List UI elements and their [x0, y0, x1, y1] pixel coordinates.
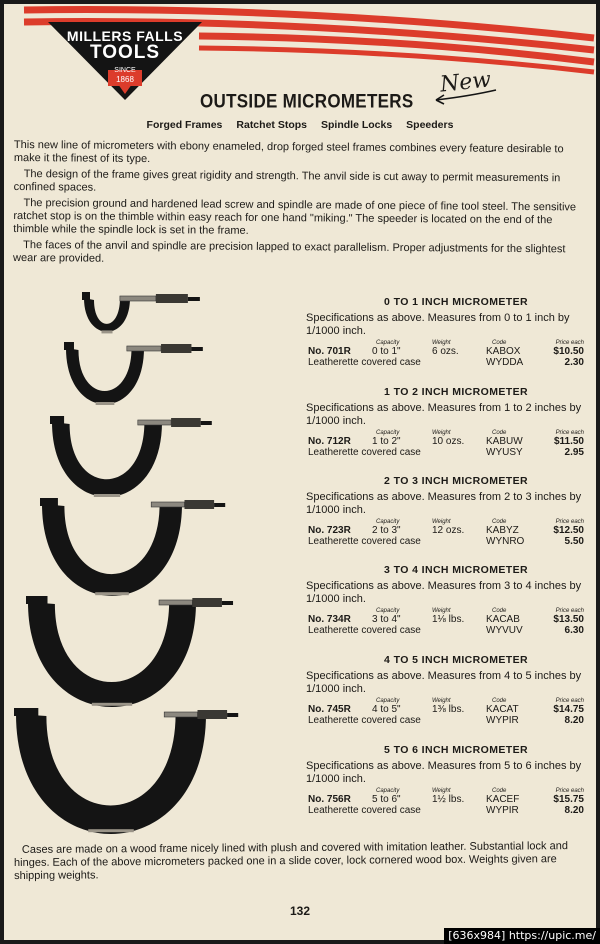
weight-header: Weight — [432, 430, 451, 436]
product-heading: 1 TO 2 INCH MICROMETER — [384, 386, 528, 398]
logo-year: 1868 — [116, 75, 134, 84]
price-header: Price each — [555, 788, 584, 794]
code-value: KACAB — [486, 614, 520, 625]
micrometer-image — [26, 596, 233, 707]
capacity-value: 1 to 2" — [372, 436, 401, 447]
code-header: Code — [492, 430, 507, 436]
code-header: Code — [492, 698, 507, 704]
capacity-value: 3 to 4" — [372, 614, 401, 625]
code-header: Code — [492, 788, 507, 794]
model-number: No. 745R — [308, 704, 351, 715]
code-value: KABYZ — [486, 525, 519, 536]
micrometer-illustrations — [4, 284, 304, 844]
case-label: Leatherette covered case — [308, 357, 421, 368]
logo-since: SINCE — [114, 67, 136, 74]
capacity-header: Capacity — [376, 788, 400, 794]
case-code: WYUSY — [486, 447, 523, 458]
weight-value: 1⅛ lbs. — [432, 614, 465, 625]
product-block — [306, 475, 586, 551]
model-number: No. 712R — [308, 436, 351, 447]
micrometer-image — [40, 498, 225, 596]
product-description: Specifications as above. Measures from 2 to 3 inches by 1/1000 inch. — [306, 491, 582, 516]
product-heading: 4 TO 5 INCH MICROMETER — [384, 654, 528, 666]
price-header: Price each — [555, 519, 584, 525]
product-description: Specifications as above. Measures from 1 to 2 inches by 1/1000 inch. — [306, 402, 582, 427]
feature-item: Ratchet Stops — [236, 119, 307, 131]
weight-value: 6 ozs. — [432, 346, 459, 357]
case-price: 5.50 — [564, 536, 584, 547]
weight-header: Weight — [432, 519, 451, 525]
weight-header: Weight — [432, 340, 451, 346]
price-header: Price each — [555, 340, 584, 346]
weight-value: 1½ lbs. — [432, 794, 465, 805]
product-table — [306, 340, 586, 372]
code-header: Code — [492, 608, 507, 614]
price-value: $11.50 — [553, 436, 584, 447]
product-description: Specifications as above. Measures from 5 to 6 inches by 1/1000 inch. — [306, 760, 582, 785]
footer-text — [14, 840, 584, 883]
product-table — [306, 788, 586, 820]
intro-paragraph: This new line of micrometers with ebony enameled, drop forged steel frames combines every feature desirable to make it the finest of its type. — [13, 139, 564, 166]
model-number: No. 723R — [308, 525, 351, 536]
product-block — [306, 744, 586, 820]
feature-item: Speeders — [406, 119, 454, 131]
price-value: $15.75 — [553, 794, 584, 805]
page-number: 132 — [289, 904, 311, 918]
micrometer-image — [50, 416, 212, 497]
capacity-header: Capacity — [376, 608, 400, 614]
intro-paragraph: The faces of the anvil and spindle are precision lapped to exact parallelism. Proper adjustments for the slightest wear are provided. — [13, 239, 566, 265]
price-value: $13.50 — [553, 614, 584, 625]
product-block — [306, 654, 586, 730]
capacity-header: Capacity — [376, 340, 400, 346]
product-table — [306, 698, 586, 730]
capacity-value: 0 to 1" — [372, 346, 401, 357]
model-number: No. 756R — [308, 794, 351, 805]
capacity-header: Capacity — [376, 519, 400, 525]
code-value: KACAT — [486, 704, 519, 715]
feature-list — [4, 119, 596, 131]
capacity-header: Capacity — [376, 698, 400, 704]
case-code: WYDDA — [486, 357, 524, 368]
case-price: 8.20 — [564, 715, 584, 726]
product-heading: 5 TO 6 INCH MICROMETER — [384, 744, 528, 756]
weight-header: Weight — [432, 788, 451, 794]
price-header: Price each — [555, 698, 584, 704]
feature-item: Forged Frames — [146, 119, 223, 131]
code-value: KABOX — [486, 346, 521, 357]
micrometer-image — [64, 342, 203, 405]
price-value: $14.75 — [553, 704, 584, 715]
weight-value: 1⅜ lbs. — [432, 704, 465, 715]
case-price: 2.95 — [564, 447, 584, 458]
case-label: Leatherette covered case — [308, 625, 421, 636]
product-table — [306, 430, 586, 462]
logo-line-2: TOOLS — [89, 42, 161, 63]
case-label: Leatherette covered case — [308, 447, 421, 458]
capacity-value: 5 to 6" — [372, 794, 401, 805]
capacity-value: 4 to 5" — [372, 704, 401, 715]
case-price: 8.20 — [564, 805, 584, 816]
case-code: WYNRO — [486, 536, 525, 547]
millers-falls-logo — [46, 18, 204, 102]
case-price: 6.30 — [564, 625, 584, 636]
watermark: [636x984] https://upic.me/ — [444, 928, 600, 944]
model-number: No. 734R — [308, 614, 351, 625]
capacity-header: Capacity — [376, 430, 400, 436]
product-description: Specifications as above. Measures from 3 to 4 inches by 1/1000 inch. — [306, 580, 582, 605]
price-header: Price each — [555, 430, 584, 436]
intro-paragraph: The design of the frame gives great rigidity and strength. The anvil side is cut away to permit measurements in confined spaces. — [13, 168, 561, 194]
page-title: OUTSIDE MICROMETERS — [200, 90, 414, 112]
weight-header: Weight — [432, 698, 451, 704]
case-price: 2.30 — [564, 357, 584, 368]
product-description: Specifications as above. Measures from 4 to 5 inches by 1/1000 inch. — [306, 670, 582, 695]
footer-paragraph: Cases are made on a wood frame nicely lined with plush and covered with imitation leather. Substantial lock and hinges. Each of the above micrometers packed one in a slide cover, lock cornered wood box. Weights given are shipping weights. — [13, 840, 568, 882]
intro-paragraph: The precision ground and hardened lead screw and spindle are made of one piece of fine tool steel. The sensitive ratchet stop is on the thimble within easy reach for one hand "miking." The speeder is located on the end of the thimble while the spindle lock is set in the frame. — [13, 197, 577, 237]
code-value: KABUW — [486, 436, 523, 447]
case-label: Leatherette covered case — [308, 536, 421, 547]
catalog-page — [4, 4, 596, 940]
case-code: WYVUV — [486, 625, 523, 636]
price-value: $10.50 — [553, 346, 584, 357]
weight-value: 12 ozs. — [432, 525, 465, 536]
product-heading: 3 TO 4 INCH MICROMETER — [384, 564, 528, 576]
product-heading: 0 TO 1 INCH MICROMETER — [384, 296, 528, 308]
weight-value: 10 ozs. — [432, 436, 465, 447]
case-code: WYPIR — [486, 805, 519, 816]
product-description: Specifications as above. Measures from 0 to 1 inch by 1/1000 inch. — [306, 312, 570, 337]
code-header: Code — [492, 519, 507, 525]
price-value: $12.50 — [553, 525, 584, 536]
feature-item: Spindle Locks — [320, 119, 393, 131]
product-block — [306, 386, 586, 462]
micrometer-image — [14, 708, 238, 834]
code-value: KACEF — [486, 794, 520, 805]
product-table — [306, 519, 586, 551]
model-number: No. 701R — [308, 346, 351, 357]
product-block — [306, 296, 586, 372]
price-header: Price each — [555, 608, 584, 614]
product-block — [306, 564, 586, 640]
micrometer-image — [82, 292, 200, 333]
capacity-value: 2 to 3" — [372, 525, 401, 536]
case-code: WYPIR — [486, 715, 519, 726]
product-heading: 2 TO 3 INCH MICROMETER — [384, 475, 528, 487]
code-header: Code — [492, 340, 507, 346]
new-label: New — [438, 67, 493, 98]
case-label: Leatherette covered case — [308, 715, 421, 726]
arrow-icon — [430, 86, 500, 106]
intro-text — [13, 139, 586, 272]
logo-line-1: MILLERS FALLS — [66, 28, 184, 44]
weight-header: Weight — [432, 608, 451, 614]
case-label: Leatherette covered case — [308, 805, 421, 816]
product-table — [306, 608, 586, 640]
